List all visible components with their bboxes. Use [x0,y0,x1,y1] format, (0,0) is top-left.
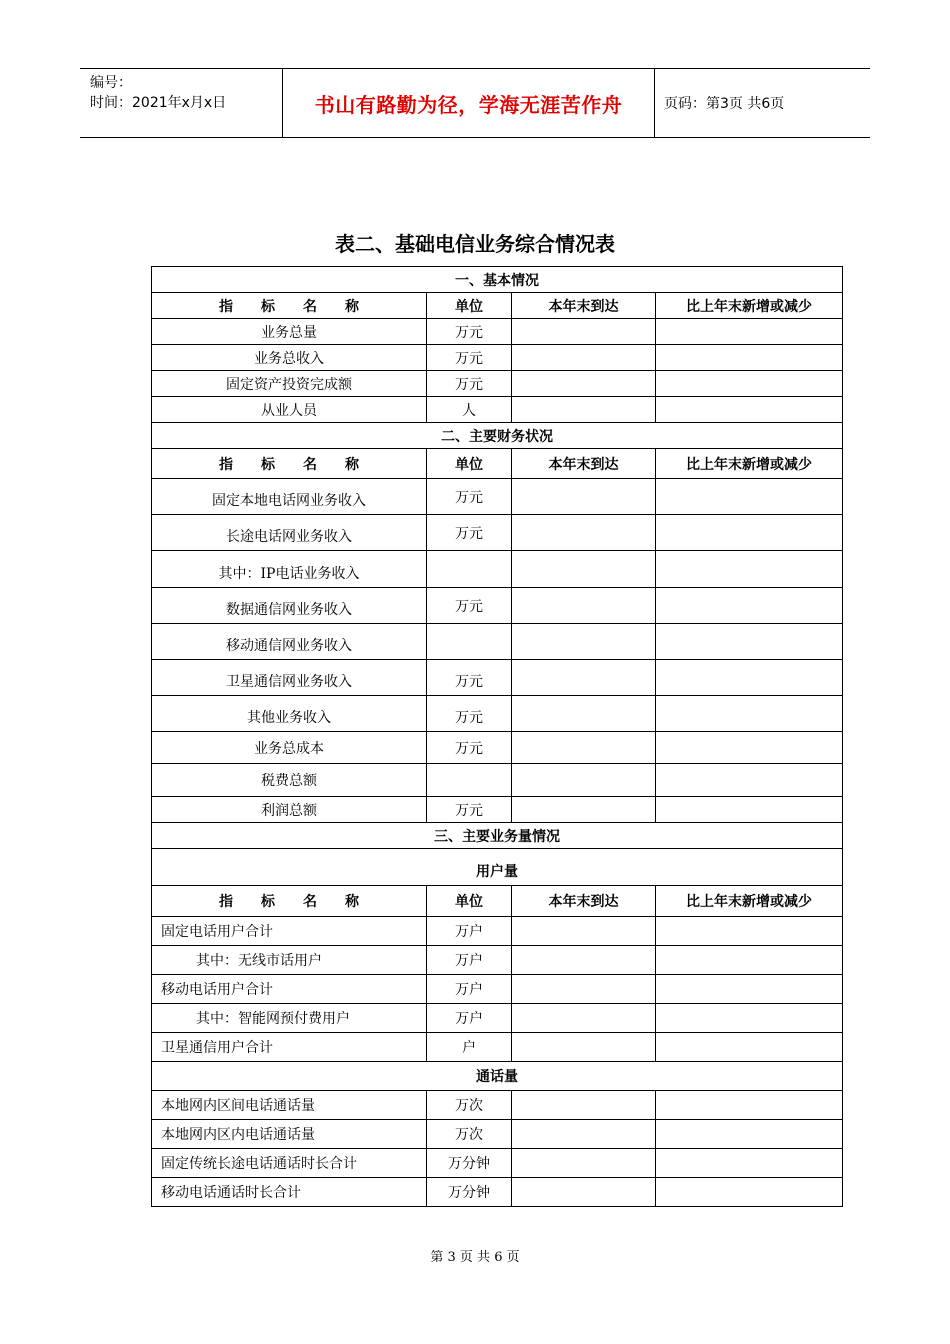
row-name: 移动电话通话时长合计 [152,1178,427,1207]
table-row [152,660,843,696]
row-name: 卫星通信用户合计 [152,1033,427,1062]
row-unit: 万元 [427,345,512,371]
row-this-year-cell[interactable] [512,1149,656,1178]
row-unit: 万户 [427,917,512,946]
row-unit: 万户 [427,975,512,1004]
section-title: 一、基本情况 [152,267,843,293]
column-header-row [152,293,843,319]
table-row [152,1004,843,1033]
row-name: 其中：无线市话用户 [152,946,427,975]
row-this-year-cell[interactable] [512,397,656,423]
row-this-year-cell[interactable] [512,696,656,732]
row-this-year-cell[interactable] [512,551,656,588]
row-this-year-cell[interactable] [512,946,656,975]
row-this-year-cell[interactable] [512,1120,656,1149]
section-finance-header [152,423,843,449]
row-this-year-cell[interactable] [512,624,656,660]
page-header [80,68,870,138]
table-row [152,917,843,946]
row-name: 业务总收入 [152,345,427,371]
row-name: 固定传统长途电话通话时长合计 [152,1149,427,1178]
col-change-header: 比上年末新增或减少 [656,449,843,479]
row-unit [427,551,512,588]
row-unit: 万元 [427,660,512,696]
row-unit [427,624,512,660]
section-title: 二、主要财务状况 [152,423,843,449]
section-basic-header [152,267,843,293]
row-this-year-cell[interactable] [512,660,656,696]
table-row [152,1120,843,1149]
row-change-cell[interactable] [656,696,843,732]
row-change-cell[interactable] [656,624,843,660]
header-meta [80,69,283,137]
col-this-year-header: 本年末到达 [512,886,656,917]
table-row [152,732,843,764]
row-this-year-cell[interactable] [512,319,656,345]
table-row [152,371,843,397]
row-unit: 万元 [427,515,512,551]
row-name: 固定资产投资完成额 [152,371,427,397]
col-unit-header: 单位 [427,886,512,917]
table-row [152,397,843,423]
col-unit-header: 单位 [427,449,512,479]
row-this-year-cell[interactable] [512,345,656,371]
header-motto: 书山有路勤为径，学海无涯苦作舟 [283,69,655,137]
col-this-year-header: 本年末到达 [512,449,656,479]
row-this-year-cell[interactable] [512,1178,656,1207]
row-change-cell[interactable] [656,397,843,423]
row-this-year-cell[interactable] [512,479,656,515]
row-change-cell[interactable] [656,660,843,696]
row-change-cell[interactable] [656,1178,843,1207]
row-name: 业务总成本 [152,732,427,764]
row-this-year-cell[interactable] [512,588,656,624]
row-this-year-cell[interactable] [512,917,656,946]
row-this-year-cell[interactable] [512,1004,656,1033]
calls-subsection-header [152,1062,843,1091]
row-unit: 万元 [427,479,512,515]
row-name: 数据通信网业务收入 [152,588,427,624]
section-volume-header [152,823,843,849]
table-row [152,588,843,624]
number-label: 编号： [90,75,132,91]
table-row [152,319,843,345]
row-change-cell[interactable] [656,917,843,946]
row-this-year-cell[interactable] [512,975,656,1004]
row-change-cell[interactable] [656,797,843,823]
row-unit: 户 [427,1033,512,1062]
table-row [152,551,843,588]
table-row [152,975,843,1004]
table-row [152,946,843,975]
row-change-cell[interactable] [656,551,843,588]
table-row [152,479,843,515]
row-unit [427,764,512,797]
row-this-year-cell[interactable] [512,515,656,551]
row-unit: 万元 [427,797,512,823]
row-name: 长途电话网业务收入 [152,515,427,551]
row-change-cell[interactable] [656,1033,843,1062]
row-this-year-cell[interactable] [512,764,656,797]
row-unit: 人 [427,397,512,423]
row-unit: 万次 [427,1091,512,1120]
row-name: 移动通信网业务收入 [152,624,427,660]
col-name-header: 指 标 名 称 [152,886,427,917]
table-row [152,696,843,732]
table-row [152,1091,843,1120]
row-unit: 万元 [427,588,512,624]
row-unit: 万元 [427,371,512,397]
row-unit: 万户 [427,946,512,975]
col-change-header: 比上年末新增或减少 [656,293,843,319]
row-name: 本地网内区间电话通话量 [152,1091,427,1120]
table-row [152,764,843,797]
row-change-cell[interactable] [656,975,843,1004]
row-unit: 万分钟 [427,1149,512,1178]
row-change-cell[interactable] [656,588,843,624]
row-name: 本地网内区内电话通话量 [152,1120,427,1149]
table-row [152,1033,843,1062]
row-change-cell[interactable] [656,1149,843,1178]
telecom-summary-table [151,266,843,1207]
row-unit: 万户 [427,1004,512,1033]
row-change-cell[interactable] [656,515,843,551]
row-change-cell[interactable] [656,319,843,345]
row-unit: 万元 [427,732,512,764]
subsection-title: 通话量 [152,1062,843,1091]
subsection-title: 用户量 [152,849,843,886]
page-footer: 第 3 页 共 6 页 [430,1250,520,1265]
row-name: 税费总额 [152,764,427,797]
row-change-cell[interactable] [656,1004,843,1033]
row-change-cell[interactable] [656,764,843,797]
row-change-cell[interactable] [656,732,843,764]
table-row [152,1149,843,1178]
table-row [152,1178,843,1207]
table-row [152,515,843,551]
row-name: 从业人员 [152,397,427,423]
row-change-cell[interactable] [656,371,843,397]
column-header-row [152,886,843,917]
col-unit-header: 单位 [427,293,512,319]
row-change-cell[interactable] [656,946,843,975]
row-name: 业务总量 [152,319,427,345]
row-this-year-cell[interactable] [512,1091,656,1120]
users-subsection-header [152,849,843,886]
row-this-year-cell[interactable] [512,371,656,397]
col-name-header: 指 标 名 称 [152,293,427,319]
row-name: 固定电话用户合计 [152,917,427,946]
header-page-info: 页码：第3页 共6页 [664,96,785,112]
row-unit: 万次 [427,1120,512,1149]
row-name: 其他业务收入 [152,696,427,732]
row-change-cell[interactable] [656,479,843,515]
row-name: 其中：IP电话业务收入 [152,551,427,588]
col-change-header: 比上年末新增或减少 [656,886,843,917]
row-change-cell[interactable] [656,1091,843,1120]
column-header-row [152,449,843,479]
col-this-year-header: 本年末到达 [512,293,656,319]
row-unit: 万元 [427,696,512,732]
row-this-year-cell[interactable] [512,732,656,764]
row-change-cell[interactable] [656,1120,843,1149]
table-row [152,797,843,823]
section-title: 三、主要业务量情况 [152,823,843,849]
row-name: 固定本地电话网业务收入 [152,479,427,515]
row-name: 卫星通信网业务收入 [152,660,427,696]
row-change-cell[interactable] [656,345,843,371]
document-title: 表二、基础电信业务综合情况表 [335,232,615,256]
row-name: 移动电话用户合计 [152,975,427,1004]
row-name: 其中：智能网预付费用户 [152,1004,427,1033]
time-label: 时间：2021年x月x日 [90,95,227,111]
row-this-year-cell[interactable] [512,1033,656,1062]
col-name-header: 指 标 名 称 [152,449,427,479]
row-name: 利润总额 [152,797,427,823]
row-unit: 万元 [427,319,512,345]
table-row [152,624,843,660]
table-row [152,345,843,371]
row-this-year-cell[interactable] [512,797,656,823]
row-unit: 万分钟 [427,1178,512,1207]
